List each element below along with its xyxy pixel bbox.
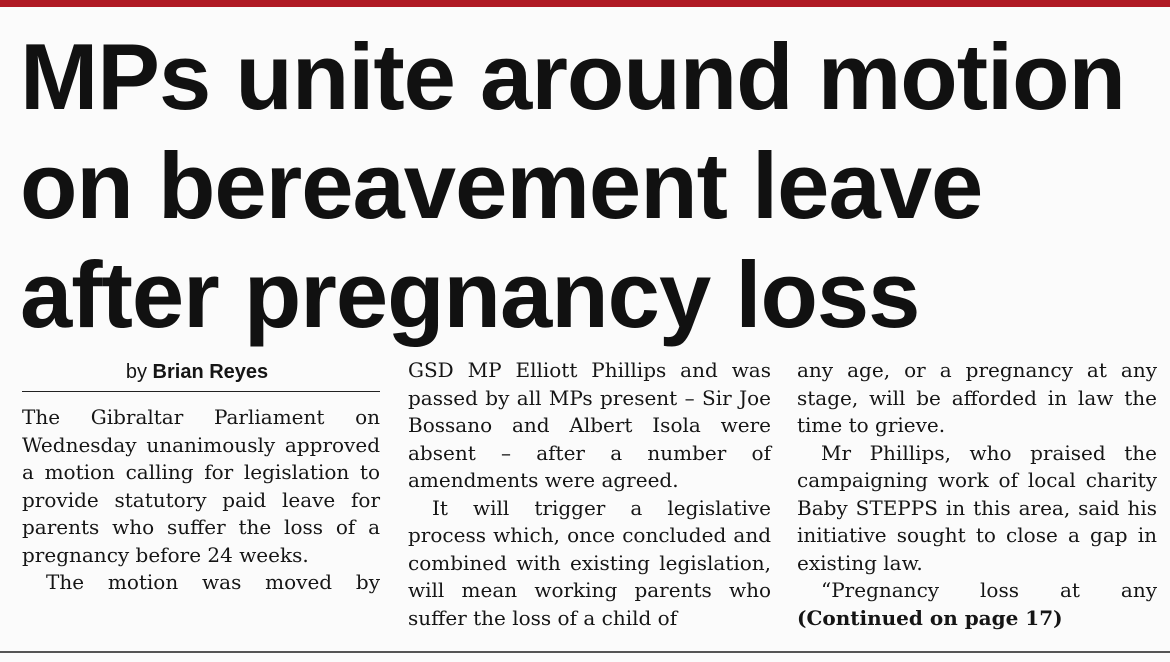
byline-author: Brian Reyes [152, 361, 269, 383]
headline-line-2: on bereavement leave [20, 133, 983, 238]
continued-notice: (Continued on page 17) [797, 605, 1063, 630]
article-paragraph: The Gibraltar Parliament on Wednesday unanimously approved a motion calling for legislation to provide statutory paid leave for parents who suffer the loss of a pregnancy before 24 weeks. [22, 405, 380, 567]
article-column-2 [408, 357, 771, 632]
headline-line-3: after pregnancy loss [20, 242, 920, 347]
byline-divider [22, 391, 380, 392]
article-paragraph: “Pregnancy loss at any [821, 578, 1157, 602]
byline [22, 357, 380, 387]
article-paragraph: GSD MP Elliott Phillips and was passed by all MPs present – Sir Joe Bossano and Albert Isola were absent – after a number of amendments were agreed. [408, 358, 771, 492]
article-column-3 [797, 357, 1157, 632]
article-paragraph: The motion was moved by [46, 570, 380, 594]
article-column-1 [22, 357, 380, 597]
headline-line-1: MPs unite around motion [20, 24, 1125, 129]
article-paragraph: Mr Phillips, who praised the campaigning work of local charity Baby STEPPS in this area, said his initiative sought to close a gap in existing law. [797, 440, 1157, 575]
article-paragraph: It will trigger a legislative process which, once concluded and combined with existing legislation, will mean working parents who suffer the loss of a child of [408, 495, 771, 630]
bottom-rule [0, 651, 1170, 653]
headline [20, 22, 1160, 349]
article-paragraph: any age, or a pregnancy at any stage, will be afforded in law the time to grieve. [797, 358, 1157, 437]
byline-prefix: by [125, 361, 147, 383]
top-red-rule [0, 0, 1170, 7]
